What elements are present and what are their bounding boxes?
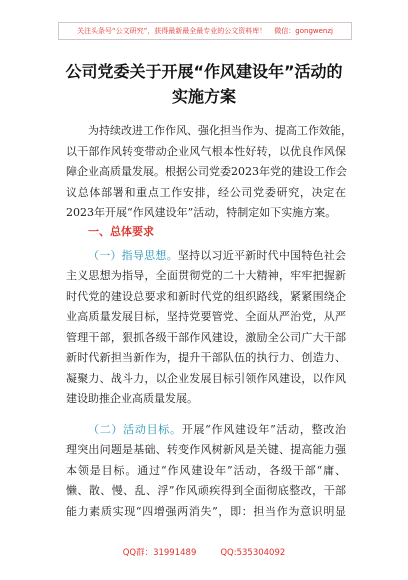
- paragraph-line: 时代党的建设总要求和新时代党的组织路线，紧紧围绕企: [66, 289, 346, 303]
- paragraph-line: 新时代新担当新作为，提升干部队伍的执行力、创造力、: [66, 351, 346, 364]
- intro-line: 以干部作风转变带动企业风气根本性好转，以优良作风保: [66, 144, 346, 158]
- qq-group: QQ群：31991489: [122, 548, 197, 558]
- intro-line: 议总体部署和重点工作安排，经公司党委研究，决定在: [66, 185, 346, 199]
- paragraph-line: 本领是目标。通过“作风建设年”活动，各级干部“庸、: [66, 463, 346, 477]
- paragraph-line: 懒、散、慢、乱、浮”作风顽疾得到全面彻底整改，干部: [66, 484, 346, 497]
- document-title-line-1: 公司党委关于开展“作风建设年”活动的: [65, 62, 343, 81]
- paragraph-line: 能力素质实现“四增强两消失”，即：担当作为意识明显: [66, 504, 346, 518]
- intro-line: 为持续改进工作作风、强化担当作为、提高工作效能，: [88, 124, 352, 137]
- paragraph-line: 业高质量发展目标，坚持党要管党、全面从严治党，从严: [66, 310, 346, 323]
- paragraph-first-line: [66, 246, 346, 267]
- banner-wechat: 微信：gongwenzj: [274, 27, 333, 35]
- document-title-line-2: 实施方案: [171, 87, 236, 106]
- section-heading: 一、总体要求: [88, 225, 154, 238]
- paragraph-line: 管理干部，狠抓各级干部作风建设，激励全公司广大干部: [66, 330, 346, 344]
- intro-line: 障企业高质量发展。根据公司党委2023年党的建设工作会: [66, 165, 347, 178]
- intro-paragraph: [66, 121, 352, 224]
- item-first-text: 坚持以习近平新时代中国特色社会: [177, 248, 347, 262]
- promo-banner: [58, 22, 352, 40]
- intro-line: 2023年开展“作风建设年”活动，特制定如下实施方案。: [66, 206, 337, 219]
- item-label: （二）活动目标。: [88, 422, 182, 436]
- paragraph-line: 凝聚力、战斗力，以企业发展目标引领作风建设，以作风: [66, 371, 346, 385]
- paragraph-line: 主义思想为指导，全面贯彻党的二十大精神，牢牢把握新: [66, 269, 346, 282]
- contact-footer: [0, 546, 408, 560]
- banner-notice: 关注头条号“公文研究”，获得最新最全最专业的公文资料库！: [77, 27, 267, 35]
- activity-goal-paragraph: [66, 420, 346, 523]
- guiding-ideology-paragraph: [66, 246, 346, 410]
- paragraph-line: 建设助推企业高质量发展。: [66, 392, 198, 405]
- qq-number: QQ:535304092: [220, 548, 286, 558]
- item-label: （一）指导思想。: [88, 248, 178, 262]
- paragraph-first-line: [66, 420, 346, 441]
- section-heading-block: [66, 222, 346, 243]
- paragraph-line: 理突出问题是基础、转变作风树新风是关键、提高能力强: [66, 443, 346, 456]
- item-first-text: 开展“作风建设年”活动，整改治: [181, 422, 347, 436]
